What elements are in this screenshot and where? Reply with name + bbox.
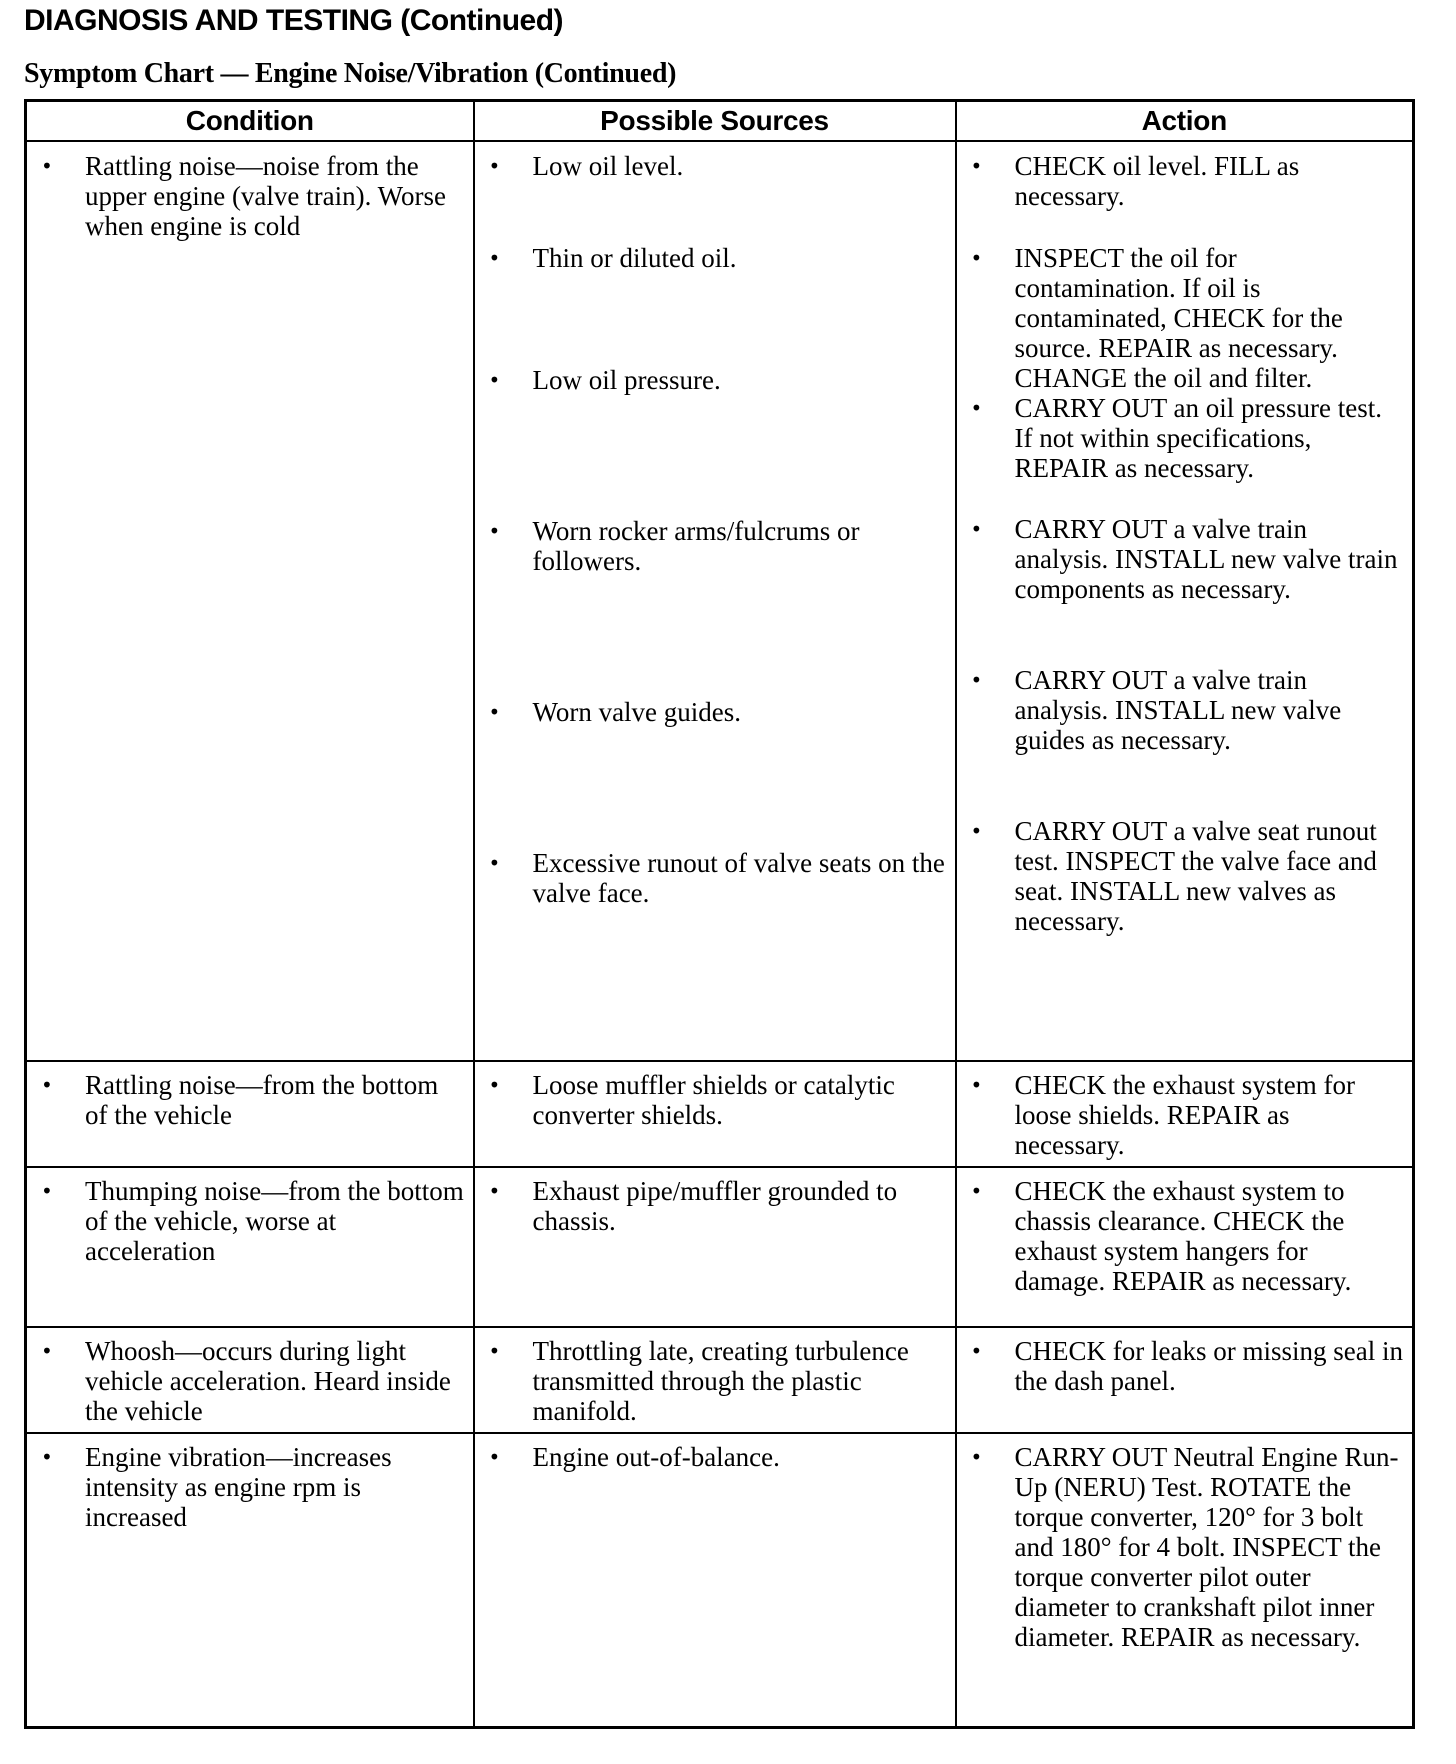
condition-text: • Rattling noise—noise from the upper engine (valve train). Worse when engine is cold	[37, 151, 465, 241]
condition-cell	[26, 1167, 474, 1327]
table-row	[26, 1061, 1414, 1167]
table-row	[26, 1433, 1414, 1727]
source-item: • Throttling late, creating turbulence transmitted through the plastic manifold.	[485, 1336, 947, 1426]
condition-cell	[26, 141, 474, 1061]
source-item: • Low oil level.	[485, 151, 947, 181]
header-condition: Condition	[26, 101, 474, 142]
section-heading: DIAGNOSIS AND TESTING (Continued)	[24, 4, 564, 37]
source-item: • Excessive runout of valve seats on the valve face.	[485, 848, 947, 908]
sources-cell	[474, 1327, 956, 1433]
action-item: • INSPECT the oil for contamination. If oil is contaminated, CHECK for the source. REPAIR as necessary. CHANGE the oil and filter.	[967, 243, 1405, 393]
sources-cell	[474, 1061, 956, 1167]
header-action: Action	[956, 101, 1414, 142]
sources-cell	[474, 141, 956, 1061]
source-item: • Worn valve guides.	[485, 697, 947, 727]
condition-cell	[26, 1433, 474, 1727]
sources-cell	[474, 1167, 956, 1327]
action-item: • CHECK oil level. FILL as necessary.	[967, 151, 1405, 211]
source-item: • Engine out-of-balance.	[485, 1442, 947, 1472]
condition-cell	[26, 1061, 474, 1167]
action-item: • CARRY OUT Neutral Engine Run-Up (NERU) Test. ROTATE the torque converter, 120° for 3 bolt and 180° for 4 bolt. INSPECT the torque converter pilot outer diameter to crankshaft pilot inner diameter. REPAIR as necessary.	[967, 1442, 1405, 1652]
action-item: • CARRY OUT an oil pressure test. If not within specifications, REPAIR as necessary.	[967, 393, 1405, 483]
source-item: • Low oil pressure.	[485, 365, 947, 395]
condition-text: • Engine vibration—increases intensity as engine rpm is increased	[37, 1442, 465, 1532]
source-item: • Worn rocker arms/fulcrums or followers.	[485, 516, 947, 576]
action-cell	[956, 1167, 1414, 1327]
source-item: • Thin or diluted oil.	[485, 243, 947, 273]
action-cell	[956, 1433, 1414, 1727]
table-row	[26, 141, 1414, 1061]
sources-cell	[474, 1433, 956, 1727]
header-possible-sources: Possible Sources	[474, 101, 956, 142]
action-item: • CARRY OUT a valve train analysis. INSTALL new valve guides as necessary.	[967, 665, 1405, 755]
condition-text: • Whoosh—occurs during light vehicle acceleration. Heard inside the vehicle	[37, 1336, 465, 1426]
action-item: • CARRY OUT a valve seat runout test. INSPECT the valve face and seat. INSTALL new valves as necessary.	[967, 816, 1405, 936]
condition-cell	[26, 1327, 474, 1433]
action-item: • CHECK the exhaust system for loose shields. REPAIR as necessary.	[967, 1070, 1405, 1160]
source-item: • Exhaust pipe/muffler grounded to chassis.	[485, 1176, 947, 1236]
symptom-chart-table	[24, 99, 1415, 1729]
action-item: • CHECK the exhaust system to chassis clearance. CHECK the exhaust system hangers for damage. REPAIR as necessary.	[967, 1176, 1405, 1296]
condition-text: • Rattling noise—from the bottom of the vehicle	[37, 1070, 465, 1130]
table-row	[26, 1167, 1414, 1327]
action-item: • CARRY OUT a valve train analysis. INSTALL new valve train components as necessary.	[967, 514, 1405, 604]
condition-text: • Thumping noise—from the bottom of the vehicle, worse at acceleration	[37, 1176, 465, 1266]
action-cell	[956, 1061, 1414, 1167]
table-row	[26, 1327, 1414, 1433]
action-cell	[956, 141, 1414, 1061]
action-cell	[956, 1327, 1414, 1433]
source-item: • Loose muffler shields or catalytic converter shields.	[485, 1070, 947, 1130]
action-item: • CHECK for leaks or missing seal in the dash panel.	[967, 1336, 1405, 1396]
table-header-row	[26, 101, 1414, 142]
chart-heading: Symptom Chart — Engine Noise/Vibration (Continued)	[24, 58, 677, 89]
